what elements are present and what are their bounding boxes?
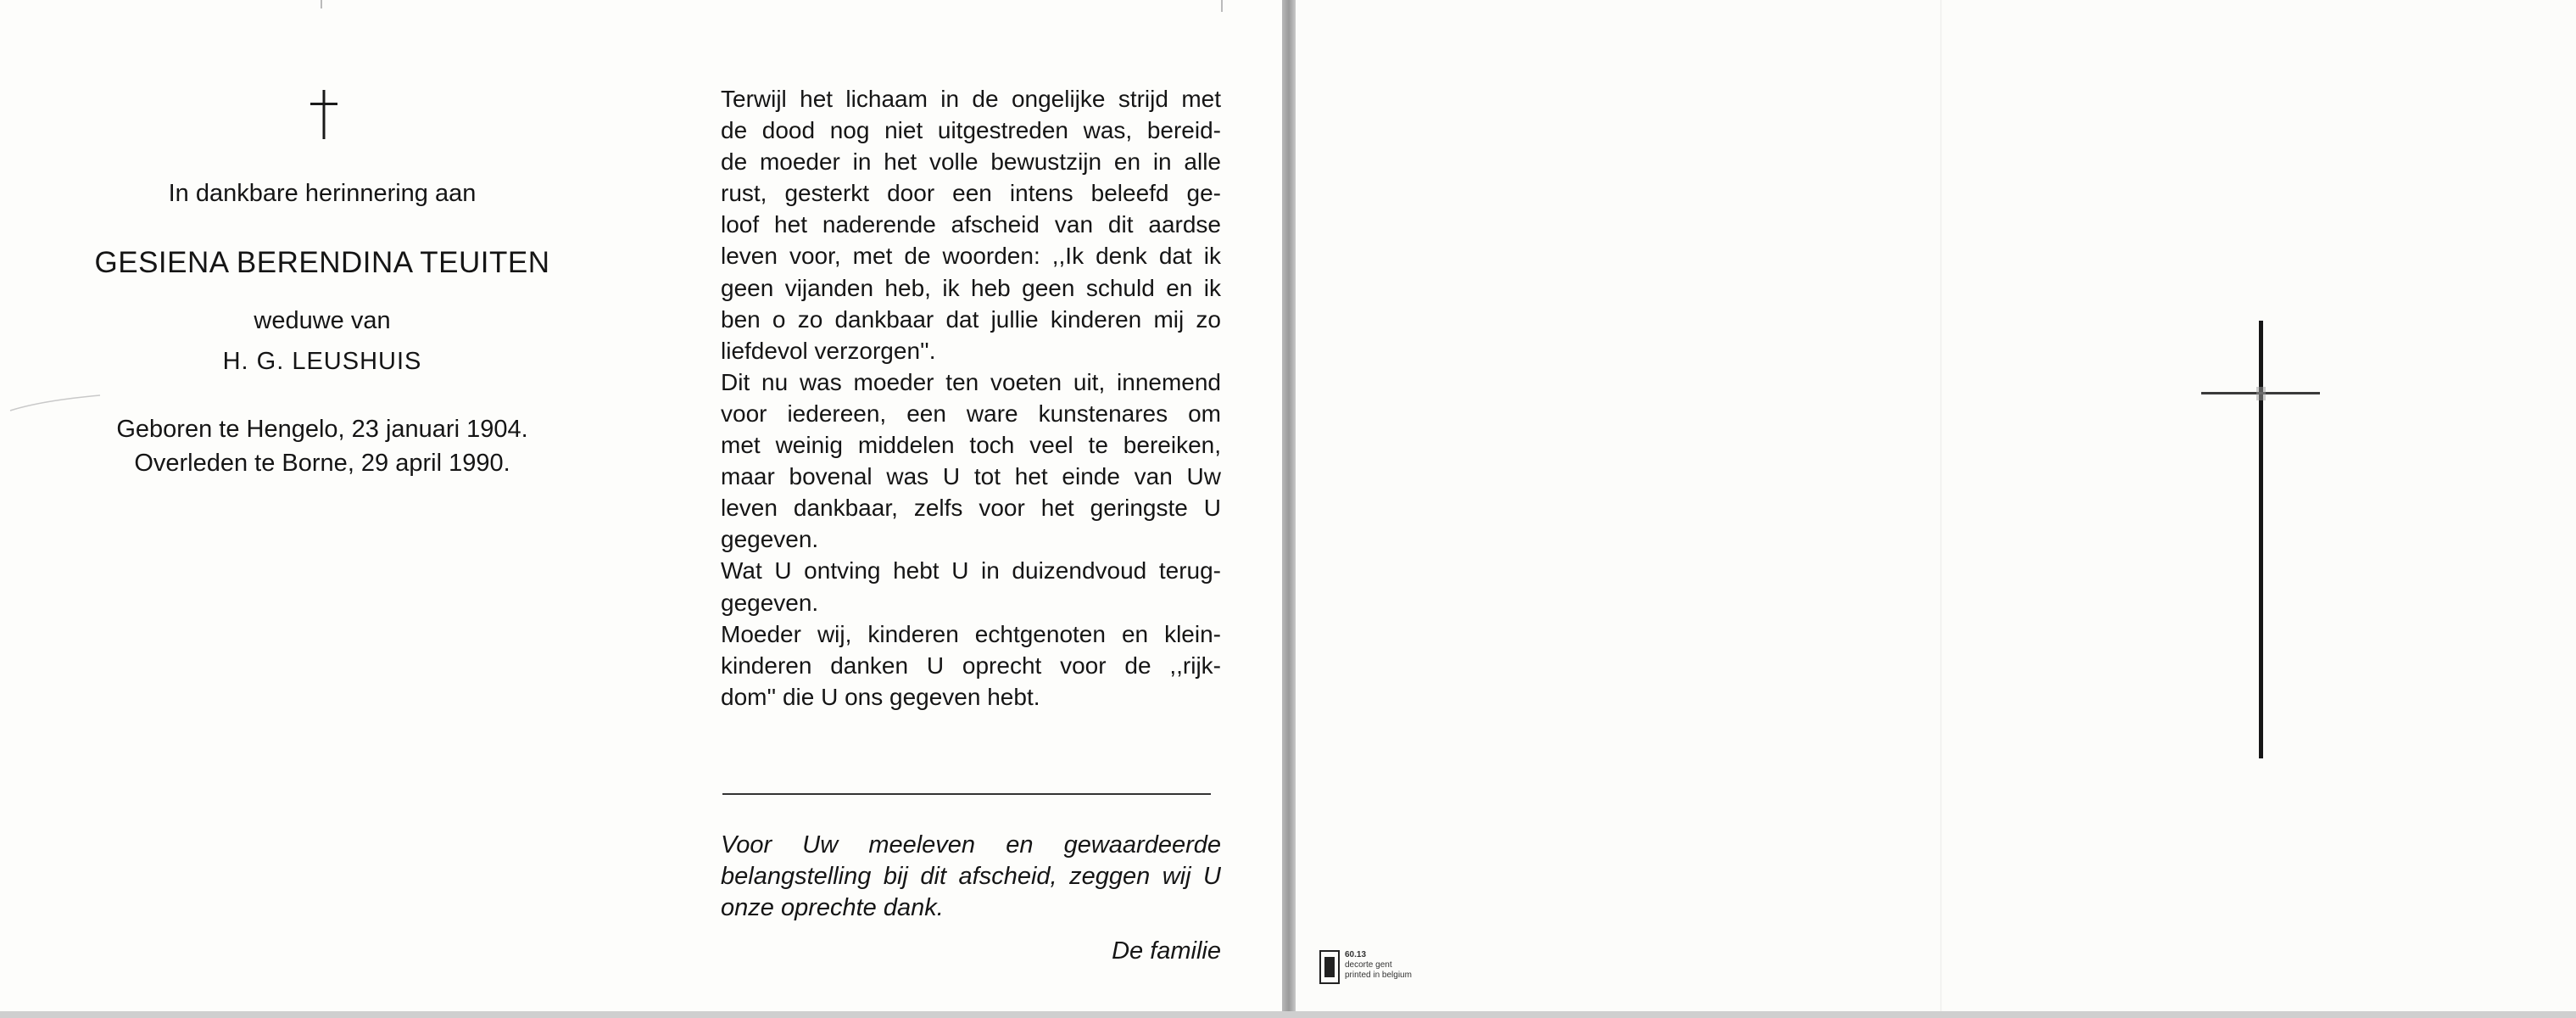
eulogy-line: maar bovenal was U tot het einde van Uw: [721, 463, 1221, 490]
dedication-line: In dankbare herinnering aan: [168, 180, 477, 207]
printer-name: decorte gent: [1345, 960, 1392, 970]
eulogy-line: leven voor, met de woorden: ,,Ik denk dat ik: [721, 243, 1221, 270]
thanks-line: Voor Uw meeleven en gewaardeerde: [721, 831, 1221, 859]
eulogy-line: leven dankbaar, zelfs voor het geringste U: [721, 495, 1221, 522]
fold-line: [1940, 0, 1942, 1011]
eulogy-line: de dood nog niet uitgestreden was, bereid-: [721, 117, 1221, 144]
thanks-text: [721, 830, 1221, 924]
eulogy-line: geen vijanden heb, ik heb geen schuld en ik: [721, 274, 1221, 301]
eulogy-line: de moeder in het volle bewustzijn en in alle: [721, 148, 1221, 176]
thanks-line: belangstelling bij dit afscheid, zeggen wij U: [721, 863, 1221, 891]
left-panel: [0, 0, 644, 1011]
printer-logo-icon: [1319, 950, 1340, 984]
spouse-name: H. G. LEUSHUIS: [222, 348, 422, 375]
eulogy-line: Wat U ontving hebt U in duizendvoud terug-: [721, 557, 1221, 585]
death-line: Overleden te Borne, 29 april 1990.: [134, 450, 510, 477]
eulogy-line: voor iedereen, een ware kunstenares om: [721, 400, 1221, 427]
paper-crease: [8, 392, 102, 414]
outside-card: [1296, 0, 2576, 1011]
eulogy-line: kinderen danken U oprecht voor de ,,rijk-: [721, 652, 1221, 679]
bottom-edge: [0, 1011, 2576, 1018]
eulogy-text: [721, 83, 1221, 713]
eulogy-line: dom'' die U ons gegeven hebt.: [721, 683, 1040, 710]
printer-origin: printed in belgium: [1345, 970, 1412, 980]
card-gutter: [1282, 0, 1296, 1018]
eulogy-line: loof het naderende afscheid van dit aardse: [721, 211, 1221, 238]
large-cross-icon: [2196, 321, 2323, 758]
signature: De familie: [1112, 937, 1221, 965]
thanks-line: onze oprechte dank.: [721, 894, 944, 922]
eulogy-line: met weinig middelen toch veel te bereiken,: [721, 432, 1221, 459]
divider: [722, 793, 1211, 795]
eulogy-line: gegeven.: [721, 526, 819, 553]
eulogy-line: liefdevol verzorgen''.: [721, 337, 936, 364]
eulogy-line: Dit nu was moeder ten voeten uit, innemend: [721, 368, 1221, 395]
eulogy-line: ben o zo dankbaar dat jullie kinderen mij zo: [721, 305, 1221, 333]
latin-cross-icon: [309, 90, 339, 139]
eulogy-line: Terwijl het lichaam in de ongelijke strijd met: [721, 86, 1221, 112]
inside-card: [0, 0, 1282, 1011]
edge-mark: [1221, 0, 1223, 12]
printer-code: 60.13: [1345, 950, 1367, 959]
deceased-name: GESIENA BERENDINA TEUITEN: [94, 246, 550, 279]
birth-line: Geboren te Hengelo, 23 januari 1904.: [116, 416, 528, 443]
widow-label: weduwe van: [254, 307, 391, 334]
eulogy-line: Moeder wij, kinderen echtgenoten en klein-: [721, 620, 1221, 647]
eulogy-line: rust, gesterkt door een intens beleefd ge-: [721, 180, 1221, 207]
eulogy-line: gegeven.: [721, 589, 819, 616]
